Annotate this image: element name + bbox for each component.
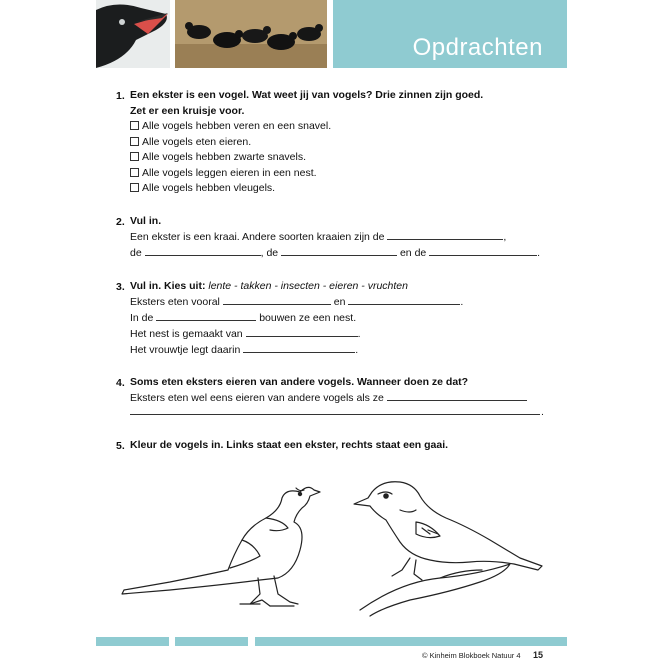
answer-line[interactable] — [281, 247, 397, 256]
answer-line[interactable] — [387, 231, 503, 240]
footer-bar — [255, 637, 567, 646]
q1-prompt: Een ekster is een vogel. Wat weet jij van vogels? Drie zinnen zijn goed. — [130, 89, 484, 101]
q2-number: 2. — [116, 216, 125, 228]
jay-drawing — [354, 482, 542, 616]
answer-line[interactable] — [348, 296, 460, 305]
q3-choices: lente - takken - insecten - eieren - vruchten — [208, 280, 408, 292]
q3-prompt: Vul in. Kies uit: lente - takken - insecten - eieren - vruchten — [130, 280, 408, 292]
q5-number: 5. — [116, 440, 125, 452]
answer-line[interactable] — [145, 247, 261, 256]
crows-photo — [175, 0, 327, 68]
q2-line1: Een ekster is een kraai. Andere soorten kraaien zijn de , — [130, 231, 507, 243]
q1-option[interactable]: Alle vogels eten eieren. — [130, 135, 331, 151]
checkbox[interactable] — [130, 183, 139, 192]
q1-options — [130, 119, 331, 197]
q2-line2: de , de en de . — [130, 247, 541, 259]
q1-number: 1. — [116, 90, 125, 102]
q1-option[interactable]: Alle vogels hebben vleugels. — [130, 181, 331, 197]
q3-sentence2: In de bouwen ze een nest. — [130, 312, 357, 324]
answer-line[interactable] — [223, 296, 331, 305]
answer-line[interactable] — [243, 344, 355, 353]
q1-option[interactable]: Alle vogels hebben zwarte snavels. — [130, 150, 331, 166]
q3-sentence4: Het vrouwtje legt daarin . — [130, 344, 359, 356]
q4-number: 4. — [116, 377, 125, 389]
answer-line[interactable] — [130, 414, 540, 415]
answer-line[interactable] — [246, 328, 358, 337]
magpie-drawing — [122, 487, 320, 606]
checkbox[interactable] — [130, 152, 139, 161]
checkbox[interactable] — [130, 121, 139, 130]
q4-prompt: Soms eten eksters eieren van andere vogels. Wanneer doen ze dat? — [130, 376, 469, 388]
q1-option[interactable]: Alle vogels leggen eieren in een nest. — [130, 166, 331, 182]
q2-prompt: Vul in. — [130, 215, 162, 227]
q5-prompt: Kleur de vogels in. Links staat een ekster, rechts staat een gaai. — [130, 439, 449, 451]
checkbox[interactable] — [130, 137, 139, 146]
q3-number: 3. — [116, 281, 125, 293]
answer-line[interactable] — [429, 247, 537, 256]
q1-option[interactable]: Alle vogels hebben veren en een snavel. — [130, 119, 331, 135]
answer-line[interactable] — [156, 312, 256, 321]
header-banner — [333, 0, 567, 68]
footer-credit: © Kinheim Blokboek Natuur 4 — [422, 651, 521, 660]
bird-drawings — [110, 470, 560, 620]
q3-sentence3: Het nest is gemaakt van . — [130, 328, 361, 340]
page-number: 15 — [533, 650, 544, 660]
answer-line[interactable] — [387, 392, 527, 401]
magpie-head-photo — [96, 0, 170, 68]
footer-bar — [175, 637, 248, 646]
page-title: Opdrachten — [412, 34, 543, 61]
q4-period: . — [541, 406, 544, 418]
checkbox[interactable] — [130, 168, 139, 177]
q1-instruction: Zet er een kruisje voor. — [130, 105, 245, 117]
q4-sentence: Eksters eten wel eens eieren van andere vogels als ze — [130, 391, 527, 407]
footer-bar — [96, 637, 169, 646]
q3-sentence1: Eksters eten vooral en . — [130, 296, 464, 308]
